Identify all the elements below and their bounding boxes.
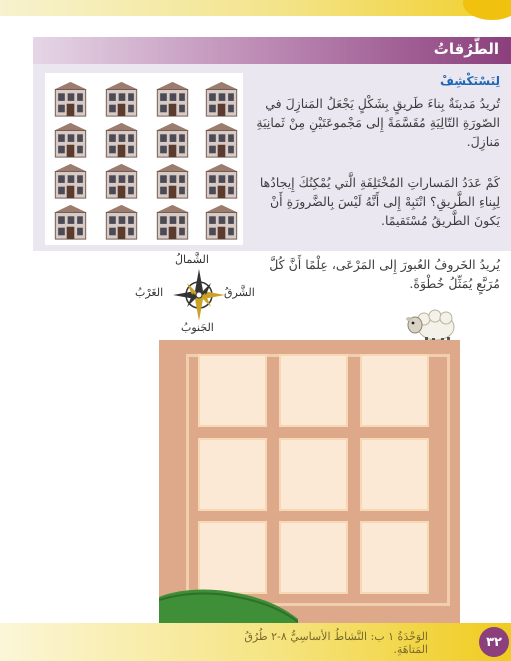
house-icon [51, 162, 90, 200]
page-number: ٣٢ [479, 627, 509, 657]
grid-cell[interactable] [360, 438, 429, 511]
top-corner-ornament [463, 0, 511, 20]
maze-grid-board [159, 340, 460, 625]
house-icon [102, 121, 141, 159]
compass-east-label: الشَّرقُ [224, 286, 255, 299]
grid-cell[interactable] [360, 521, 429, 594]
grid-cell[interactable] [279, 521, 348, 594]
house-icon [153, 162, 192, 200]
house-icon [51, 121, 90, 159]
house-icon [153, 121, 192, 159]
section-header [33, 37, 511, 64]
compass-south-label: الجَنوبُ [181, 321, 214, 334]
grid-cell[interactable] [198, 354, 267, 427]
houses-image [45, 73, 243, 245]
pasture-grass [159, 585, 298, 625]
task-paragraph: يُريدُ الخَروفُ العُبورَ إِلى المَرْعَى، عِلْمًا أَنَّ كُلَّ مُرَبَّعٍ يُمَثِّلُ خُطْوَةً. [269, 257, 500, 291]
compass-north-label: الشَّمالُ [175, 253, 209, 266]
grid-cell[interactable] [360, 354, 429, 427]
section-title: الطُّرُقاتُ [433, 40, 499, 58]
house-icon [202, 203, 241, 241]
house-icon [202, 80, 241, 118]
grid-cell[interactable] [198, 521, 267, 594]
explore-subtitle: لِنَسْتَكْشِفْ [440, 74, 500, 88]
grid-cell[interactable] [279, 438, 348, 511]
grid-cell[interactable] [198, 438, 267, 511]
compass-rose [135, 253, 255, 341]
footer-unit-text: الوَحْدَةُ ١ ب: النَّشاطُ الأساسِيُّ ٨-٢ طُرُقُ المَتاهَةِ. [244, 630, 428, 656]
house-icon [153, 203, 192, 241]
house-icon [102, 162, 141, 200]
top-decoration-bar [0, 0, 511, 16]
compass-west-label: الغَرْبُ [135, 286, 164, 299]
explore-paragraph-1: تُريدُ مَدينَةٌ بِناءَ طَريقٍ بِشَكْلٍ يَجْعَلُ المَنازِلَ في الصّورَةِ التّالِيَةِ مُقَسَّمَةً إِلى مَجْموعَتَيْنِ مِنْ ثَمانِيَةِ مَنازِلَ. [256, 96, 500, 149]
house-icon [102, 203, 141, 241]
house-icon [51, 203, 90, 241]
house-icon [202, 162, 241, 200]
house-icon [153, 80, 192, 118]
grid-cell[interactable] [279, 354, 348, 427]
house-icon [51, 80, 90, 118]
house-icon [202, 121, 241, 159]
explore-paragraph-2: كَمْ عَدَدُ المَساراتِ المُخْتَلِفَةِ الَّتي يُمْكِنُكَ إِيجادُها لِبِناءِ الطَّريقِ؟ انْتَبِهْ إِلى أَنَّهُ لَيْسَ بِالضَّرورَةِ أَنْ يَكونَ الطَّريقُ مُسْتَقيمًا. [259, 175, 500, 228]
house-icon [102, 80, 141, 118]
